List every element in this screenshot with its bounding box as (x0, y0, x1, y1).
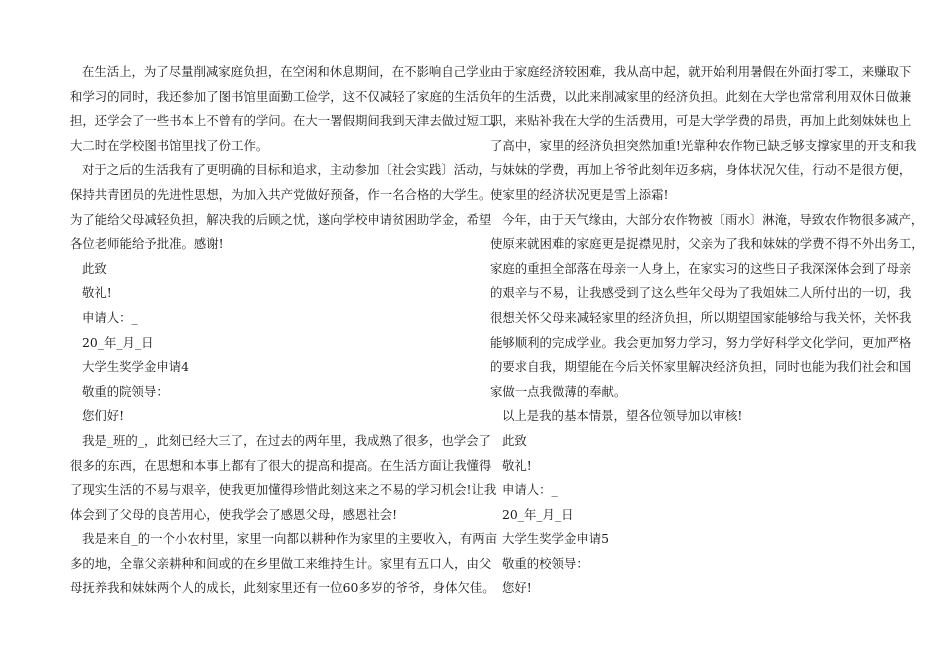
right-column-line: 今年，由于天气缘由，大部分农作物被〔雨水〕淋淹，导致农作物很多减产， (502, 211, 924, 227)
left-column-line: 担，还学会了一些书本上不曾有的学问。在大一署假期间我到天津去做过短工， (70, 113, 504, 129)
left-column-line: 大二时在学校图书馆里找了份工作。 (70, 137, 269, 153)
left-column-line: 多的地，全靠父亲耕种和间或的在乡里做工来维持生计。家里有五口人，由父 (70, 555, 492, 571)
right-column-line: 20_年_月_日 (502, 506, 574, 522)
left-column-line: 很多的东西，在思想和本事上都有了很大的提高和提高。在生活方面让我懂得 (70, 457, 492, 473)
right-column-line: 的艰辛与不易，让我感受到了这么些年父母为了我姐妹二人所付出的一切，我 (490, 285, 912, 301)
left-column-line: 了现实生活的不易与艰辛，使我更加懂得珍惜此刻这来之不易的学习机会!让我 (70, 482, 497, 498)
right-column-line: 此致 (502, 432, 527, 448)
right-column-line: 年的生活费，以此来削减家里的经济负担。此刻在大学也常常利用双休日做兼 (490, 88, 912, 104)
left-column-line: 我是_班的_，此刻已经大三了，在过去的两年里，我成熟了很多，也学会了 (82, 432, 491, 448)
left-column-line: 敬礼! (82, 285, 112, 301)
left-column-line: 敬重的院领导： (82, 383, 169, 399)
left-column-line: 保持共青团员的先进性思想，为加入共产党做好预备，作一名合格的大学生。 (70, 186, 492, 202)
right-column-line: 使原来就困难的家庭更是捉襟见肘，父亲为了我和妹妹的学费不得不外出务工， (490, 236, 924, 252)
left-column-line: 此致 (82, 260, 107, 276)
left-column-line: 体会到了父母的良苦用心，使我学会了感恩父母，感恩社会! (70, 506, 398, 522)
right-column-line: 的要求自我，期望能在今后关怀家里解决经济负担，同时也能为我们社会和国 (490, 359, 912, 375)
right-column-line: 与妹妹的学费，再加上爷爷此刻年迈多病，身体状况欠佳，行动不是很方便， (490, 162, 912, 178)
right-column-line: 由于家庭经济较困难，我从高中起，就开始利用暑假在外面打零工，来赚取下 (490, 64, 912, 79)
left-column-line: 各位老师能给予批准。感谢! (70, 236, 224, 252)
right-column-line: 家庭的重担全部落在母亲一人身上，在家实习的这些日子我深深体会到了母亲 (490, 260, 912, 276)
right-column-line: 使家里的经济状况更是雪上添霜! (490, 186, 669, 202)
left-column-line: 对于之后的生活我有了更明确的目标和追求，主动参加〔社会实践〕活动， (82, 162, 491, 178)
left-column-line: 您们好! (82, 408, 125, 424)
right-column-line: 了高中，家里的经济负担突然加重!光靠种农作物已缺乏够支撑家里的开支和我 (490, 137, 917, 153)
left-column-line: 大学生奖学金申请4 (82, 359, 190, 375)
right-column-line: 能够顺利的完成学业。我会更加努力学习，努力学好科学文化学问，更加严格 (490, 334, 912, 350)
left-column-line: 在生活上，为了尽量削减家庭负担，在空闲和休息期间，在不影响自己学业 (82, 64, 491, 79)
right-text-column (490, 60, 924, 601)
right-column-line: 敬礼! (502, 457, 532, 473)
left-column-line: 20_年_月_日 (82, 334, 154, 350)
left-text-column (70, 60, 504, 601)
left-column-line: 和学习的同时，我还参加了图书馆里面勤工俭学，这不仅减轻了家庭的生活负 (70, 88, 492, 104)
right-column-line: 申请人：_ (502, 482, 558, 498)
right-column-line: 很想关怀父母来减轻家里的经济负担，所以期望国家能够给与我关怀，关怀我 (490, 309, 912, 325)
left-column-line: 为了能给父母减轻负担，解决我的后顾之忧，遂向学校申请贫困助学金，希望 (70, 211, 492, 227)
right-column-line: 职，来贴补我在大学的生活费用，可是大学学费的昂贵，再加上此刻妹妹也上 (490, 113, 912, 129)
left-column-line: 母抚养我和妹妹两个人的成长，此刻家里还有一位60多岁的爷爷，身体欠佳。 (70, 580, 495, 596)
left-column-line: 我是来自_的一个小农村里，家里一向都以耕种作为家里的主要收入，有两亩 (82, 531, 498, 547)
right-column-line: 以上是我的基本情景，望各位领导加以审核! (502, 408, 743, 424)
right-column-line: 家做一点我微薄的奉献。 (490, 383, 627, 399)
right-column-line: 大学生奖学金申请5 (502, 531, 610, 547)
right-column-line: 敬重的校领导： (502, 555, 589, 571)
right-column-line: 您好! (502, 580, 532, 596)
left-column-line: 申请人：_ (82, 309, 138, 325)
